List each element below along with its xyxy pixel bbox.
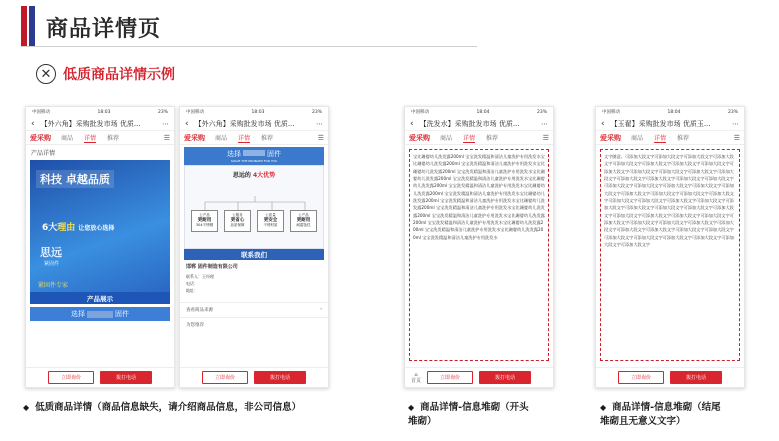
advantages-title: 思远的 4大优势 bbox=[232, 172, 276, 179]
carrier-label: 中国移动 bbox=[32, 110, 50, 115]
banner-reason: 6大理由 让您放心选择 bbox=[42, 223, 115, 233]
recommend-row: 为您推荐 bbox=[180, 317, 328, 332]
more-icon[interactable]: ⋯ bbox=[316, 119, 323, 128]
carrier-label: 中国移动 bbox=[411, 110, 429, 115]
tab-details[interactable]: 详情 bbox=[654, 134, 667, 142]
phone-screenshot-3 bbox=[404, 106, 554, 388]
showcase-bar: 产品展示 bbox=[30, 292, 170, 304]
tab-goods[interactable]: 商品 bbox=[631, 135, 644, 142]
stacked-text-block: 宝比珊婴幼儿洗发露200ml 宝宝洗发精温和清洁儿童洗护专用洗发水宝比珊婴幼儿洗发露200ml 宝宝洗发精温和清洁儿童洗护专用洗发水宝比珊婴幼儿洗发露200ml 宝宝洗发精温和清洁儿童洗护专用洗发水宝比珊婴幼儿洗发露200ml 宝宝洗发精温和清洁儿童洗护专用洗发水宝比珊婴幼儿洗发露200ml 宝宝洗发精温和清洁儿童洗护专用洗发水宝比珊婴幼儿洗发露200ml 宝宝洗发精温和清洁儿童洗护专用洗发水宝比珊婴幼儿洗发露200ml 宝宝洗发精温和清洁儿童洗护专用洗发水宝比珊婴幼儿洗发露200ml 宝宝洗发精温和清洁儿童洗护专用洗发水宝比珊婴幼儿洗发露200ml 宝宝洗发精温和清洁儿童洗护专用洗发水宝比珊婴幼儿洗发露200ml 宝宝洗发精温和清洁儿童洗护专用洗发水宝比珊婴幼儿洗发露200ml 宝宝洗发精温和清洁儿童洗护专用洗发水宝比珊婴幼儿洗发露200ml 宝宝洗发精温和清洁儿童洗护专用洗发水 bbox=[409, 149, 549, 361]
battery-label: 23% bbox=[727, 109, 738, 115]
nav-bar bbox=[596, 117, 744, 131]
view-source-row[interactable]: 查看商品来源 › bbox=[180, 302, 328, 317]
caption-1: ◆ 低质商品详情（商品信息缺失，请介绍商品信息，非公司信息） bbox=[23, 402, 302, 413]
tab-details[interactable]: 详情 bbox=[84, 134, 97, 142]
bottom-action-bar bbox=[596, 367, 744, 387]
phone-screenshot-1 bbox=[25, 106, 175, 388]
tab-recommend[interactable]: 推荐 bbox=[677, 135, 690, 142]
nav-title: 【洗发水】采购批发市场 优质... bbox=[419, 119, 520, 128]
header-accent-blue bbox=[29, 6, 35, 46]
tree-lines bbox=[185, 166, 325, 250]
tab-goods[interactable]: 商品 bbox=[215, 135, 228, 142]
tab-goods[interactable]: 商品 bbox=[61, 135, 74, 142]
section-title: 产品详情 bbox=[31, 150, 56, 157]
menu-icon[interactable]: ☰ bbox=[733, 133, 740, 142]
diamond-bullet-icon: ◆ bbox=[408, 403, 415, 412]
banner-logo-sub: 紧固件 bbox=[44, 261, 60, 267]
more-icon[interactable]: ⋯ bbox=[732, 119, 739, 128]
advantage-cards bbox=[191, 210, 317, 232]
menu-icon[interactable]: ☰ bbox=[317, 133, 324, 142]
warning-title: 低质商品详情示例 bbox=[63, 67, 175, 83]
bottom-action-bar bbox=[405, 367, 553, 387]
contact-address: 地址： bbox=[186, 288, 198, 293]
menu-icon[interactable]: ☰ bbox=[542, 133, 549, 142]
call-button[interactable]: 拨打电话 bbox=[670, 371, 722, 384]
company-info bbox=[180, 260, 328, 298]
select-banner: 选择 固件 bbox=[30, 307, 170, 321]
status-bar bbox=[405, 107, 553, 117]
battery-label: 23% bbox=[157, 109, 168, 115]
call-button[interactable]: 拨打电话 bbox=[479, 371, 531, 384]
diamond-bullet-icon: ◆ bbox=[600, 403, 607, 412]
advantage-card: 公产品 更耐用 304不锈钢 bbox=[191, 210, 218, 232]
caption-3: ◆ 商品详情-信息堆砌（结尾 堆砌且无意义文字） bbox=[600, 402, 721, 427]
detail-header-banner: 选择 固件 SOLVE THE PROBLEM FOR YOU bbox=[184, 147, 324, 165]
status-bar bbox=[26, 107, 174, 117]
brand-logo: 爱采购 bbox=[409, 133, 430, 142]
inquiry-button[interactable]: 立即询价 bbox=[618, 371, 664, 384]
back-arrow-icon[interactable]: ‹ bbox=[410, 118, 414, 129]
status-time: 18:04 bbox=[476, 109, 490, 115]
bottom-action-bar bbox=[180, 367, 328, 387]
inquiry-button[interactable]: 立即询价 bbox=[427, 371, 473, 384]
nav-bar bbox=[180, 117, 328, 131]
back-arrow-icon[interactable]: ‹ bbox=[31, 118, 35, 129]
status-bar bbox=[180, 107, 328, 117]
brand-logo: 爱采购 bbox=[184, 133, 205, 142]
tab-recommend[interactable]: 推荐 bbox=[486, 135, 499, 142]
status-bar bbox=[596, 107, 744, 117]
banner-headline: 科技 卓越品质 bbox=[36, 170, 114, 188]
carrier-label: 中国移动 bbox=[186, 110, 204, 115]
stacked-text-block: 文字随意。可添加大段文字可添加大段文字可添加大段文字可添加大段文字可添加大段文字可添加大段文字可添加大段文字可添加大段文字可添加大段文字可添加大段文字可添加大段文字可添加大段文字可添加大段文字可添加大段文字可添加大段文字可添加大段文字可添加大段文字可添加大段文字可添加大段文字可添加大段文字可添加大段文字可添加大段文字可添加大段文字可添加大段文字可添加大段文字可添加大段文字可添加大段文字可添加大段文字可添加大段文字可添加大段文字可添加大段文字可添加大段文字可添加大段文字可添加大段文字可添加大段文字可添加大段文字可添加大段文字可添加大段文字可添加大段文字可添加大段文字可添加大段文字可添加大段文字可添加大段文字可添加大段文字可添加大段文字可添加大段文字可添加大段文字可添加大段文字可添加大段文字可添加大段文字可添加大段文字可添加大段文字可添加大段文字可添加大段文字 bbox=[600, 149, 740, 361]
warning-heading bbox=[36, 64, 175, 84]
status-time: 18:03 bbox=[97, 109, 111, 115]
brand-logo: 爱采购 bbox=[600, 133, 621, 142]
close-circle-icon: ✕ bbox=[36, 64, 56, 84]
contact-phone: 电话： bbox=[186, 281, 198, 286]
contact-heading: 联系我们 bbox=[184, 249, 324, 260]
nav-title: 【玉翟】采购批发市场 优质玉... bbox=[610, 119, 711, 128]
brand-logo: 爱采购 bbox=[30, 133, 51, 142]
tab-details[interactable]: 详情 bbox=[238, 134, 251, 142]
header-divider bbox=[21, 46, 477, 47]
banner-expert: 紧固件专家 bbox=[38, 282, 69, 289]
diamond-bullet-icon: ◆ bbox=[23, 403, 30, 412]
phone-screenshot-2 bbox=[179, 106, 329, 388]
chevron-right-icon: › bbox=[320, 307, 322, 312]
more-icon[interactable]: ⋯ bbox=[162, 119, 169, 128]
product-banner-image bbox=[30, 160, 170, 292]
header-accent-red bbox=[21, 6, 27, 46]
advantages-diagram bbox=[184, 165, 324, 249]
company-name: 邯郸 固件制造有限公司 bbox=[186, 264, 238, 270]
nav-bar bbox=[405, 117, 553, 131]
tab-bar bbox=[180, 131, 328, 145]
banner-logo: 思远 bbox=[40, 246, 62, 259]
nav-title: 【外六角】采购批发市场 优质... bbox=[40, 119, 141, 128]
battery-label: 23% bbox=[311, 109, 322, 115]
status-time: 18:04 bbox=[667, 109, 681, 115]
caption-2: ◆ 商品详情-信息堆砌（开头 堆砌） bbox=[408, 402, 529, 427]
call-button[interactable]: 拨打电话 bbox=[100, 371, 152, 384]
tab-bar bbox=[596, 131, 744, 145]
contact-person: 联系人：王经理 bbox=[186, 274, 214, 279]
tab-goods[interactable]: 商品 bbox=[440, 135, 453, 142]
phone-screenshot-4 bbox=[595, 106, 745, 388]
status-time: 18:03 bbox=[251, 109, 265, 115]
back-arrow-icon[interactable]: ‹ bbox=[185, 118, 189, 129]
advantage-card: 公质量 更安全 不锈材质 bbox=[257, 210, 284, 232]
advantage-card: 公产品 更耐用 耐腐蚀性 bbox=[290, 210, 317, 232]
battery-label: 23% bbox=[536, 109, 547, 115]
more-icon[interactable]: ⋯ bbox=[541, 119, 548, 128]
back-arrow-icon[interactable]: ‹ bbox=[601, 118, 605, 129]
tab-recommend[interactable]: 推荐 bbox=[107, 135, 120, 142]
call-button[interactable]: 拨打电话 bbox=[254, 371, 306, 384]
home-icon[interactable]: ⌂ 首页 bbox=[411, 372, 422, 384]
bottom-action-bar bbox=[26, 367, 174, 387]
advantage-card: 公服务 更省心 品质保障 bbox=[224, 210, 251, 232]
menu-icon[interactable]: ☰ bbox=[163, 133, 170, 142]
tab-bar bbox=[26, 131, 174, 145]
carrier-label: 中国移动 bbox=[602, 110, 620, 115]
nav-title: 【外六角】采购批发市场 优质... bbox=[194, 119, 295, 128]
nav-bar bbox=[26, 117, 174, 131]
tab-details[interactable]: 详情 bbox=[463, 134, 476, 142]
inquiry-button[interactable]: 立即询价 bbox=[48, 371, 94, 384]
inquiry-button[interactable]: 立即询价 bbox=[202, 371, 248, 384]
tab-bar bbox=[405, 131, 553, 145]
tab-recommend[interactable]: 推荐 bbox=[261, 135, 274, 142]
page-title: 商品详情页 bbox=[46, 17, 162, 42]
